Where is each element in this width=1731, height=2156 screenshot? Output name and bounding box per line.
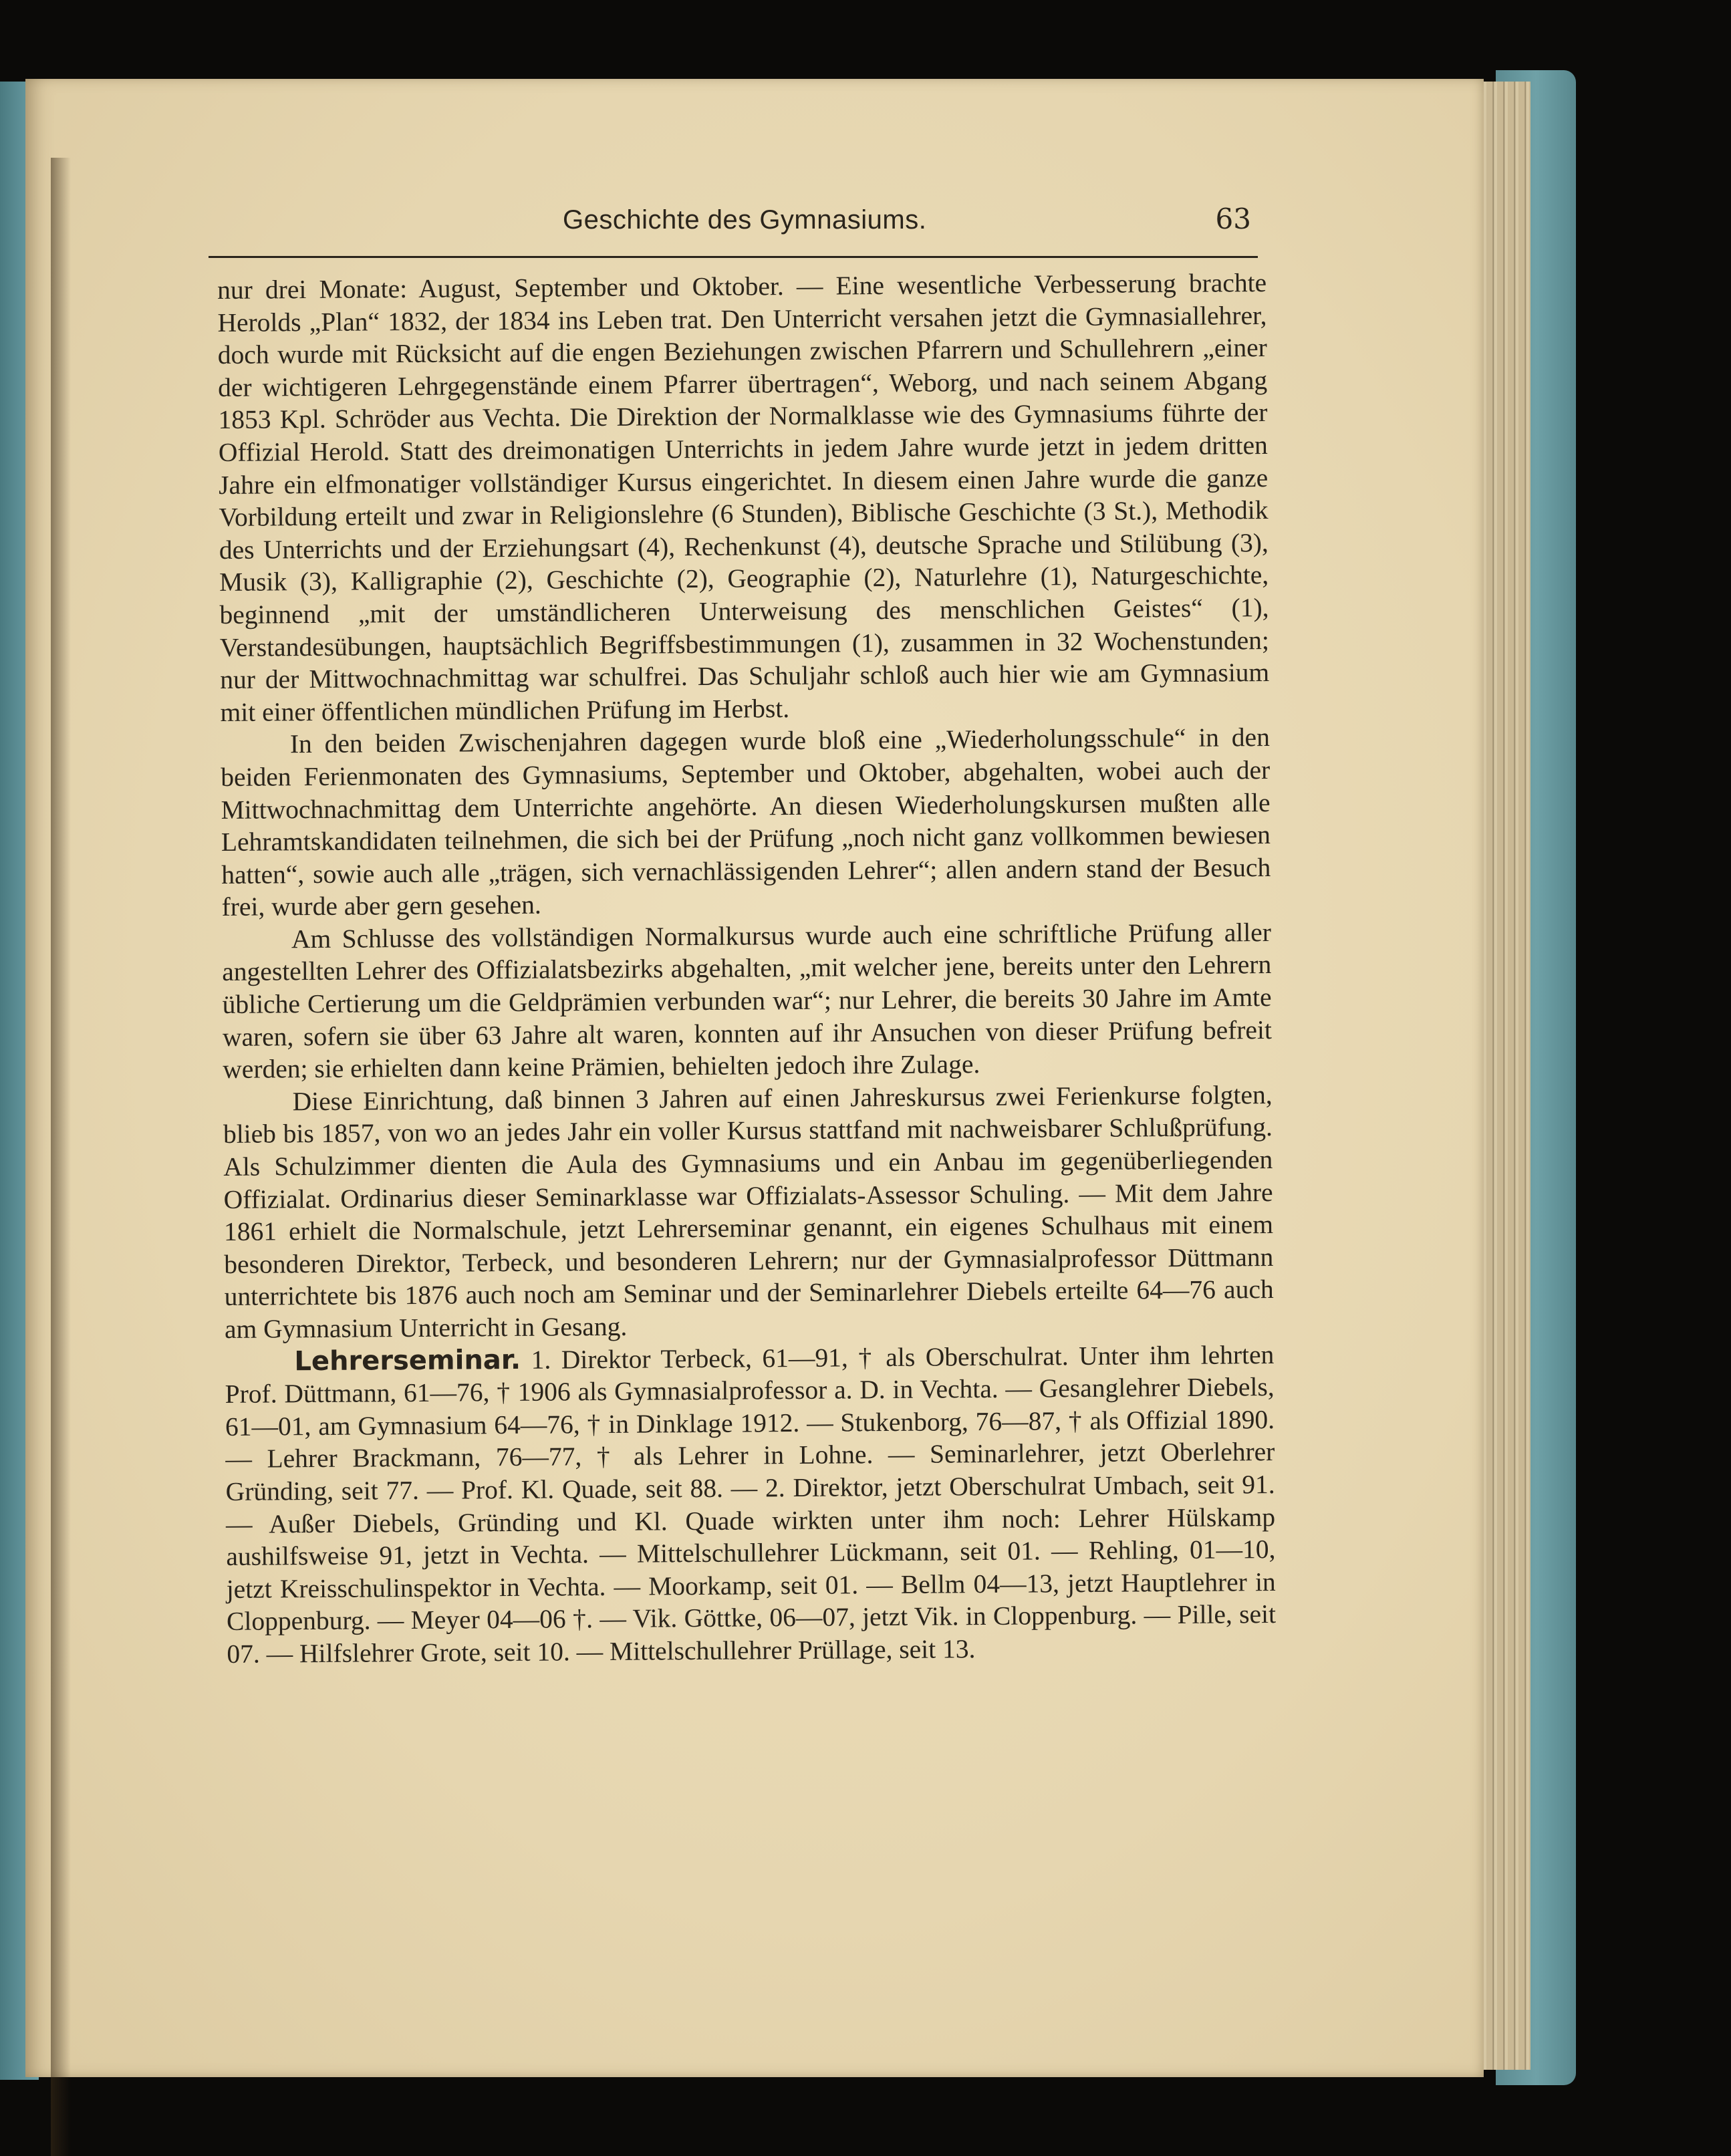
page-header: [209, 197, 1258, 258]
seminar-text: 1. Direktor Terbeck, 61—91, † als Oberschulrat. Unter ihm lehrten Prof. Düttmann, 61—76, † 1906 als Gymnasialprofessor a. D. in Vechta. — Gesanglehrer Diebels, 61—01, am Gymnasium 64—76, † in Dinklage 1912. — Stukenborg, 76—87, † als Offizial 1890. — Lehrer Brackmann, 76—77, † als Lehrer in Lohne. — Seminarlehrer, jetzt Oberlehrer Gründing, seit 77. — Prof. Kl. Quade, seit 88. — 2. Direktor, jetzt Oberschulrat Umbach, seit 91. — Außer Diebels, Gründing und Kl. Quade wirkten unter ihm noch: Lehrer Hülskamp aushilfsweise 91, jetzt in Vechta. — Mittelschullehrer Lückmann, seit 01. — Rehling, 01—10, jetzt Kreisschulinspektor in Vechta. — Moorkamp, seit 01. — Bellm 04—13, jetzt Hauptlehrer in Cloppenburg. — Meyer 04—06 †. — Vik. Göttke, 06—07, jetzt Vik. in Cloppenburg. — Pille, seit 07. — Hilfslehrer Grote, seit 10. — Mittelschullehrer Prüllage, seit 13.: [225, 1339, 1277, 1669]
paragraph: In den beiden Zwischenjahren dagegen wurde bloß eine „Wiederholungsschule“ in den beiden Ferienmonaten des Gymnasiums, September und Oktober, abgehalten, wobei auch der Mittwochnachmittag dem Unterrichte angehörte. An diesen Wiederholungskursen mußten alle Lehramtskandidaten teilnehmen, die sich bei der Prüfung „noch nicht ganz vollkommen bewiesen hatten“, sowie auch alle „trägen, sich vernachlässigenden Lehrer“; allen andern stand der Besuch frei, wurde aber gern gesehen.: [221, 722, 1271, 922]
paragraph: Am Schlusse des vollständigen Normalkursus wurde auch eine schriftliche Prüfung aller angestellten Lehrer des Offizialatsbezirks abgehalten, „mit welcher jene, bereits unter den Lehrern übliche Certierung um die Geldprämien verbunden war“; nur Lehrer, die bereits 30 Jahre im Amte waren, sofern sie über 63 Jahre alt waren, konnten auf ihr Ansuchen von dieser Prüfung befreit werden; sie erhielten dann keine Prämien, behielten jedoch ihre Zulage.: [222, 917, 1273, 1085]
seminar-heading: Lehrerseminar.: [294, 1344, 521, 1377]
seminar-section: [225, 1339, 1276, 1671]
paragraph: nur drei Monate: August, September und Oktober. — Eine wesentliche Verbesserung brachte Herolds „Plan“ 1832, der 1834 ins Leben trat. Den Unterricht versahen jetzt die Gymnasiallehrer, doch wurde mit Rücksicht auf die engen Beziehungen zwischen Pfarrern und Schullehrern „einer der wichtigeren Lehrgegenstände einem Pfarrer übertragen“, Weborg, und nach seinem Abgang 1853 Kpl. Schröder aus Vechta. Die Direktion der Normalklasse wie des Gymnasiums führte der Offizial Herold. Statt des dreimonatigen Unterrichts in jedem Jahre wurde jetzt in jedem dritten Jahre ein elfmonatiger vollständiger Kursus eingerichtet. In diesem einen Jahre wurde die ganze Vorbildung erteilt und zwar in Religionslehre (6 Stunden), Biblische Geschichte (3 St.), Methodik des Unterrichts und der Erziehungsart (4), Rechenkunst (4), deutsche Sprache und Stilübung (3), Musik (3), Kalligraphie (2), Geschichte (2), Geographie (2), Naturlehre (1), Naturgeschichte, beginnend „mit der umständlicheren Unterweisung des menschlichen Geistes“ (1), Verstandesübungen, hauptsächlich Begriffsbestimmungen (1), zusammen in 32 Wochenstunden; nur der Mittwochnachmittag war schulfrei. Das Schuljahr schloß auch hier wie am Gymnasium mit einer öffentlichen mündlichen Prüfung im Herbst.: [217, 268, 1270, 727]
paragraph: Diese Einrichtung, daß binnen 3 Jahren auf einen Jahreskursus zwei Ferienkurse folgten, blieb bis 1857, von wo an jedes Jahr ein voller Kursus stattfand mit nachweisbarer Schlußprüfung. Als Schulzimmer dienten die Aula des Gymnasiums und ein Anbau im gegenüberliegenden Offizialat. Ordinarius dieser Seminarklasse war Offizialats-Assessor Schuling. — Mit dem Jahre 1861 erhielt die Normalschule, jetzt Lehrerseminar genannt, ein eigenes Schulhaus mit einem besonderen Direktor, Terbeck, und besonderen Lehrern; nur der Gymnasialprofessor Düttmann unterrichtete bis 1876 auch noch am Seminar und der Seminarlehrer Diebels erteilte 64—76 auch am Gymnasium Unterricht in Gesang.: [223, 1079, 1274, 1344]
running-title: Geschichte des Gymnasiums.: [563, 205, 927, 235]
body-text: [217, 267, 1277, 1670]
gutter-shadow: [51, 158, 71, 2156]
page-number: 63: [1215, 203, 1251, 235]
